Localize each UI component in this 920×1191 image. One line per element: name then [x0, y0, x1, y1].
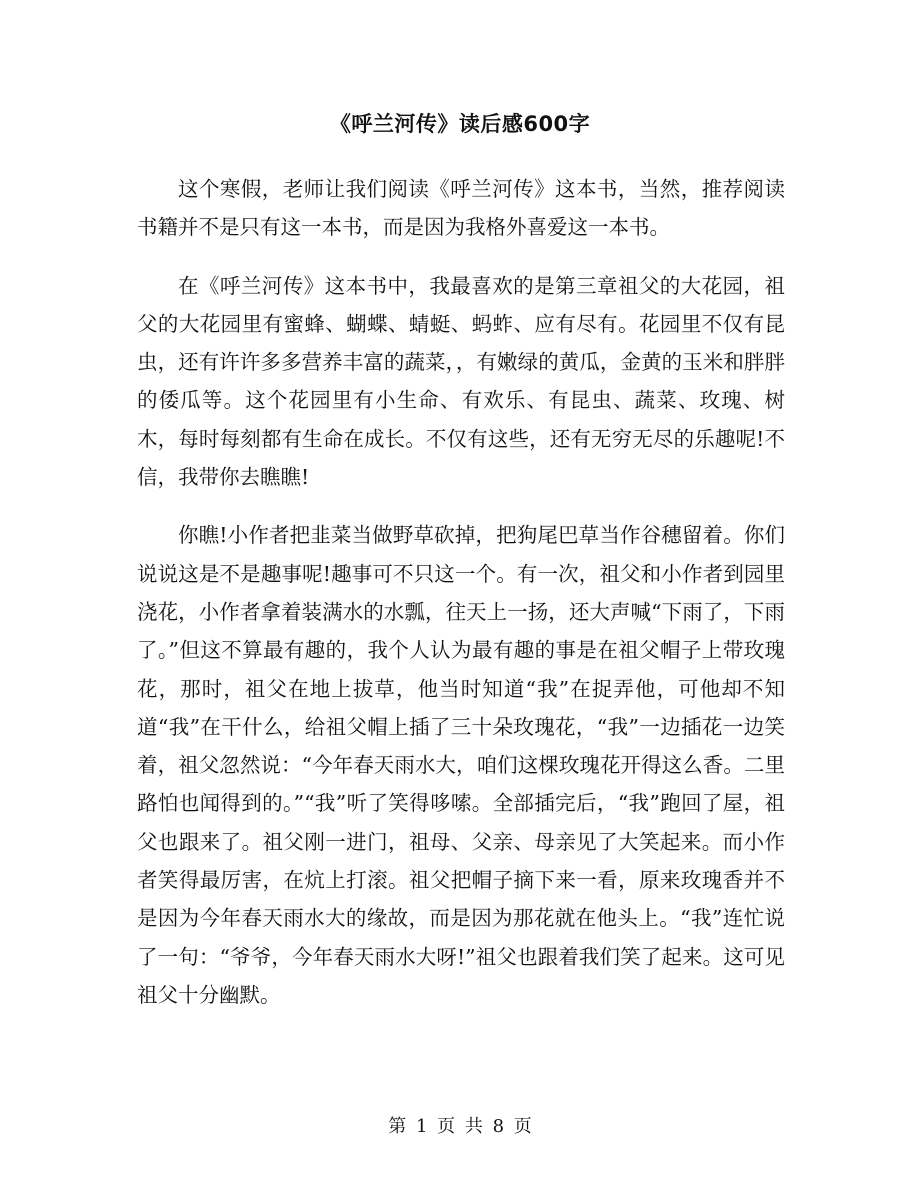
document-body: [137, 170, 785, 1034]
page-number-footer: 第 1 页 共 8 页: [388, 1116, 532, 1137]
paragraph-2: 在《呼兰河传》这本书中，我最喜欢的是第三章祖父的大花园，祖父的大花园里有蜜蜂、蝴蝶、蜻蜓、蚂蚱、应有尽有。花园里不仅有昆虫，还有许许多多营养丰富的蔬菜，，有嫩绿的黄瓜，金黄的玉米和胖胖的倭瓜等。这个花园里有小生命、有欢乐、有昆虫、蔬菜、玫瑰、树木，每时每刻都有生命在成长。不仅有这些，还有无穷无尽的乐趣呢!不信，我带你去瞧瞧!: [137, 273, 785, 490]
paragraph-3: 你瞧!小作者把韭菜当做野草砍掉，把狗尾巴草当作谷穗留着。你们说说这是不是趣事呢!趣事可不只这一个。有一次，祖父和小作者到园里浇花，小作者拿着装满水的水瓢，往天上一扬，还大声喊“下雨了，下雨了。”但这不算最有趣的，我个人认为最有趣的事是在祖父帽子上带玫瑰花，那时，祖父在地上拔草，他当时知道“我”在捉弄他，可他却不知道“我”在干什么，给祖父帽上插了三十朵玫瑰花，“我”一边插花一边笑着，祖父忽然说：“今年春天雨水大，咱们这棵玫瑰花开得这么香。二里路怕也闻得到的。”“我”听了笑得哆嗦。全部插完后，“我”跑回了屋，祖父也跟来了。祖父刚一进门，祖母、父亲、母亲见了大笑起来。而小作者笑得最厉害，在炕上打滚。祖父把帽子摘下来一看，原来玫瑰香并不是因为今年春天雨水大的缘故，而是因为那花就在他头上。“我”连忙说了一句：“爷爷，今年春天雨水大呀!”祖父也跟着我们笑了起来。这可见祖父十分幽默。: [137, 523, 785, 1007]
document-title: 《呼兰河传》读后感600字: [329, 112, 591, 136]
paragraph-1: 这个寒假，老师让我们阅读《呼兰河传》这本书，当然，推荐阅读书籍并不是只有这一本书，而是因为我格外喜爱这一本书。: [137, 177, 785, 240]
